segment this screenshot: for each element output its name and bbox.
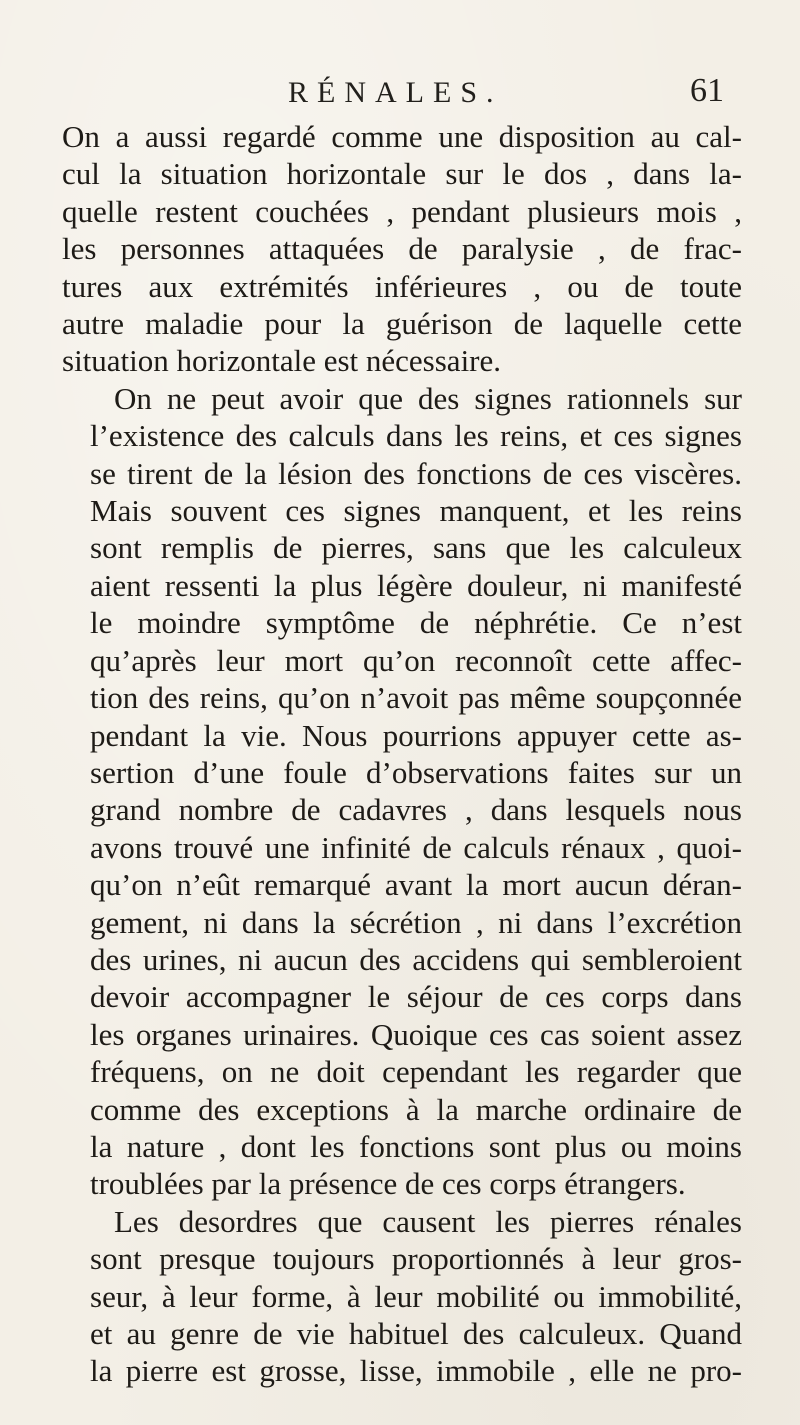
text-line: autre maladie pour la guérison de laquelle cette (62, 306, 742, 342)
paragraph-1 (62, 118, 742, 380)
text-line: situation horizontale est nécessaire. (62, 343, 502, 379)
text-line: gement, ni dans la sécrétion , ni dans l’excrétion (90, 904, 742, 940)
text-line: qu’on n’eût remarqué avant la mort aucun déran- (90, 867, 742, 903)
text-line: avons trouvé une infinité de calculs rénaux , quoi- (90, 829, 742, 865)
body-text (62, 118, 742, 1390)
text-line: tures aux extrémités inférieures , ou de toute (62, 268, 742, 304)
text-line: les personnes attaquées de paralysie , de frac- (62, 231, 742, 267)
text-line: sertion d’une foule d’observations faites sur un (90, 754, 742, 790)
text-line: des urines, ni aucun des accidens qui sembleroient (90, 941, 742, 977)
text-line: grand nombre de cadavres , dans lesquels nous (90, 792, 742, 828)
text-line: l’existence des calculs dans les reins, et ces signes (90, 418, 742, 454)
text-line: sont remplis de pierres, sans que les calculeux (90, 530, 742, 566)
text-line: On ne peut avoir que des signes rationnels sur (114, 380, 742, 416)
text-line: sont presque toujours proportionnés à leur gros- (90, 1241, 742, 1277)
text-line: fréquens, on ne doit cependant les regarder que (90, 1054, 742, 1090)
text-line: aient ressenti la plus légère douleur, ni manifesté (90, 567, 742, 603)
text-line: devoir accompagner le séjour de ces corps dans (90, 979, 742, 1015)
text-line: comme des exceptions à la marche ordinaire de (90, 1091, 742, 1127)
text-line: seur, à leur forme, à leur mobilité ou immobilité, (90, 1278, 742, 1314)
text-line: le moindre symptôme de néphrétie. Ce n’est (90, 605, 742, 641)
text-line: les organes urinaires. Quoique ces cas soient assez (90, 1016, 742, 1052)
text-line: Mais souvent ces signes manquent, et les reins (90, 493, 742, 529)
text-line: qu’après leur mort qu’on reconnoît cette affec- (90, 642, 742, 678)
text-line: pendant la vie. Nous pourrions appuyer cette as- (90, 717, 742, 753)
text-line: et au genre de vie habituel des calculeux. Quand (90, 1316, 742, 1351)
text-line: la nature , dont les fonctions sont plus ou moins (90, 1128, 742, 1164)
text-line: cul la situation horizontale sur le dos , dans la- (62, 156, 742, 192)
text-line: Les desordres que causent les pierres rénales (114, 1203, 742, 1239)
text-line: la pierre est grosse, lisse, immobile , elle ne pro- (90, 1353, 742, 1389)
text-line: On a aussi regardé comme une disposition au cal- (62, 119, 742, 154)
text-line: tion des reins, qu’on n’avoit pas même soupçonnée (90, 680, 742, 716)
paragraph-2 (62, 380, 742, 1203)
text-line: troublées par la présence de ces corps étrangers. (90, 1166, 686, 1202)
text-line: se tirent de la lésion des fonctions de ces viscères. (90, 455, 742, 491)
paragraph-3 (62, 1203, 742, 1390)
page-number: 61 (690, 72, 724, 109)
running-title: RÉNALES. (288, 76, 503, 109)
text-line: quelle restent couchées , pendant plusieurs mois , (62, 193, 742, 229)
